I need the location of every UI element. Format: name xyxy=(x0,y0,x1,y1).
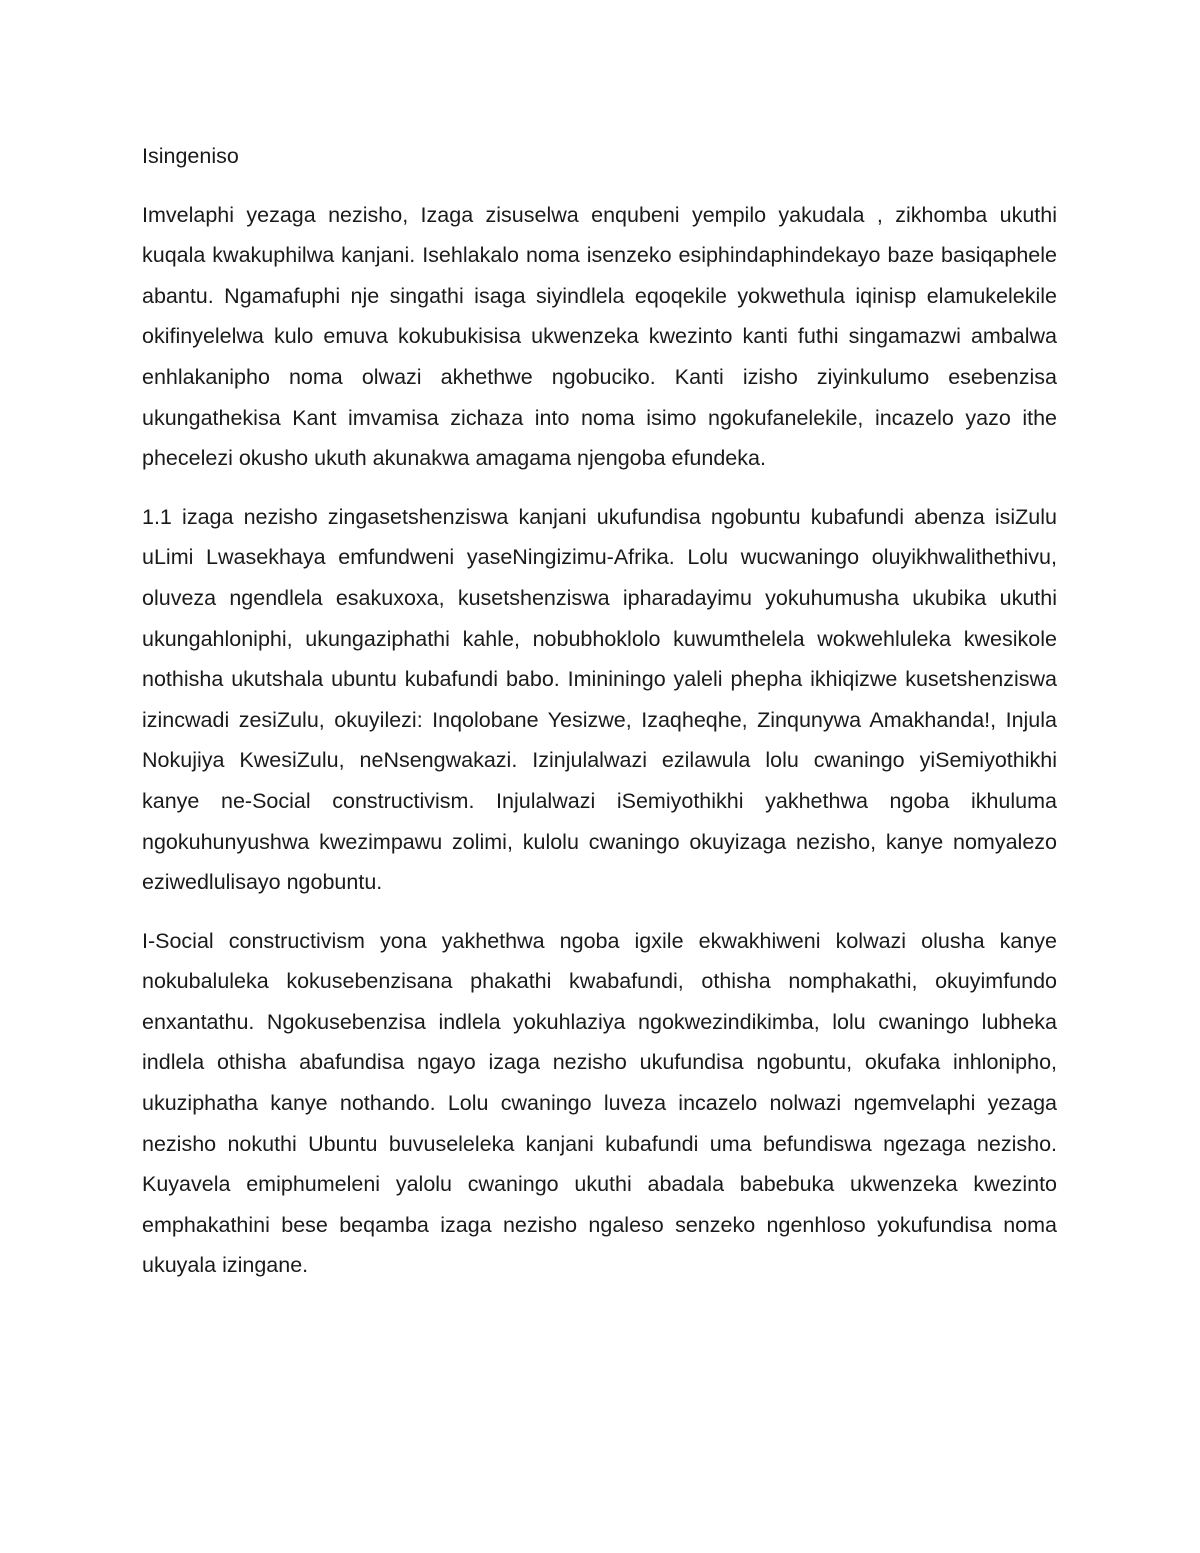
paragraph-social-constructivism: I-Social constructivism yona yakhethwa ngoba igxile ekwakhiweni kolwazi olusha kanye nokubaluleka kokusebenzisana phakathi kwabafundi, othisha nomphakathi, okuyimfundo enxantathu. Ngokusebenzisa indlela yokuhlaziya ngokwezindikimba, lolu cwaningo lubheka indlela othisha abafundisa ngayo izaga nezisho ukufundisa ngobuntu, okufaka inhlonipho, ukuziphatha kanye nothando. Lolu cwaningo luveza incazelo nolwazi ngemvelaphi yezaga nezisho nokuthi Ubuntu buvuseleleka kanjani kubafundi uma befundiswa ngezaga nezisho. Kuyavela emiphumeleni yalolu cwaningo ukuthi abadala babebuka ukwenzeka kwezinto emphakathini bese beqamba izaga nezisho ngaleso senzeko ngenhloso yokufundisa noma ukuyala izingane. xyxy=(142,928,1057,1278)
document-page xyxy=(142,136,1057,1304)
paragraph-research-summary: 1.1 izaga nezisho zingasetshenziswa kanjani ukufundisa ngobuntu kubafundi abenza isiZulu uLimi Lwasekhaya emfundweni yaseNingizimu-Afrika. Lolu wucwaningo oluyikhwalithethivu, oluveza ngendlela esakuxoxa, kusetshenziswa ipharadayimu yokuhumusha ukubika ukuthi ukungahloniphi, ukungaziphathi kahle, nobubhoklolo kuwumthelela wokwehluleka kwesikole nothisha ukutshala ubuntu kubafundi babo. Imininingo yaleli phepha ikhiqizwe kusetshenziswa izincwadi zesiZulu, okuyilezi: Inqolobane Yesizwe, Izaqheqhe, Zinqunywa Amakhanda!, Injula Nokujiya KwesiZulu, neNsengwakazi. Izinjulalwazi ezilawula lolu cwaningo yiSemiyothikhi kanye ne-Social constructivism. Injulalwazi iSemiyothikhi yakhethwa ngoba ikhuluma ngokuhunyushwa kwezimpawu zolimi, kulolu cwaningo okuyizaga nezisho, kanye nomyalezo eziwedlulisayo ngobuntu. xyxy=(142,504,1057,895)
paragraph-intro: Imvelaphi yezaga nezisho, Izaga zisuselwa enqubeni yempilo yakudala , zikhomba ukuthi kuqala kwakuphilwa kanjani. Isehlakalo noma isenzeko esiphindaphindekayo baze basiqaphele abantu. Ngamafuphi nje singathi isaga siyindlela eqoqekile yokwethula iqinisp elamukelekile okifinyelelwa kulo emuva kokubukisisa ukwenzeka kwezinto kanti futhi singamazwi ambalwa enhlakanipho noma olwazi akhethwe ngobuciko. Kanti izisho ziyinkulumo esebenzisa ukungathekisa Kant imvamisa zichaza into noma isimo ngokufanelekile, incazelo yazo ithe phecelezi okusho ukuth akunakwa amagama njengoba efundeka. xyxy=(142,202,1057,471)
section-heading: Isingeniso xyxy=(142,144,239,168)
